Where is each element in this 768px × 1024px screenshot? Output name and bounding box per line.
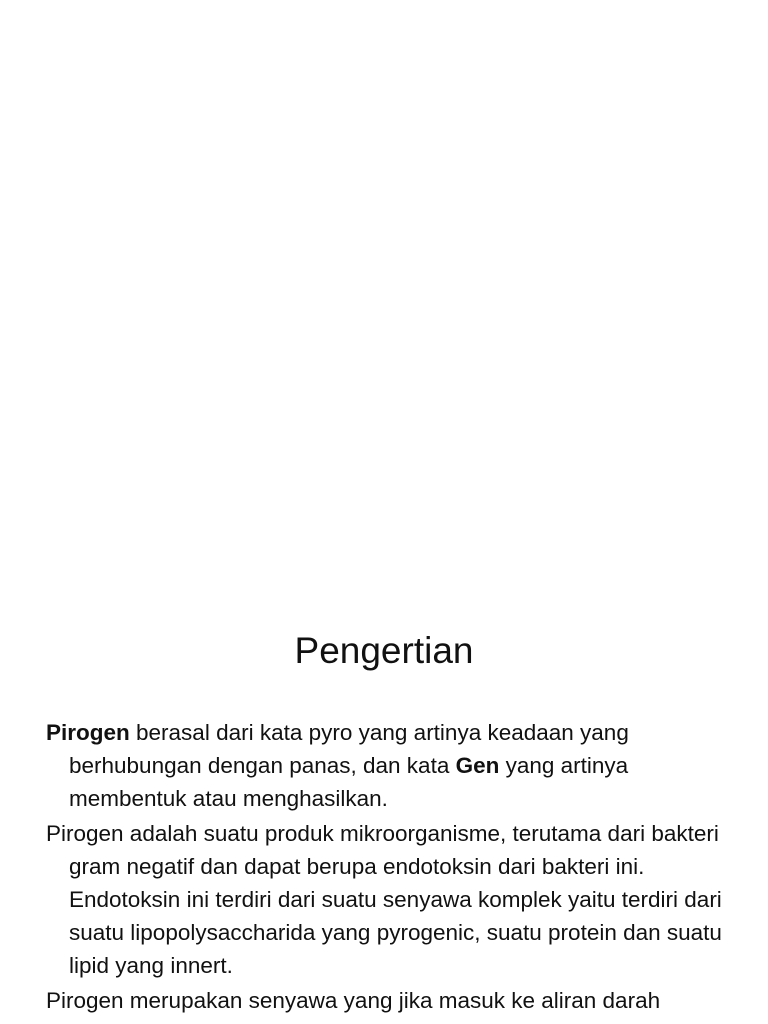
paragraph-definition-compound: Pirogen merupakan senyawa yang jika masuk ke aliran darah	[46, 988, 661, 1013]
term-pirogen: Pirogen	[46, 720, 130, 745]
slide-body	[46, 716, 736, 1017]
paragraph-text: yang artinya membentuk atau menghasilkan.	[69, 753, 629, 811]
term-gen: Gen	[455, 753, 500, 778]
paragraph-definition-origin	[46, 716, 736, 815]
paragraph-definition-product: Pirogen adalah suatu produk mikroorganisme, terutama dari bakteri gram negatif dan dapat berupa endotoksin dari bakteri ini. Endotoksin ini terdiri dari suatu senyawa komplek yaitu terdiri dari suatu lipopolysaccharida yang pyrogenic, suatu protein dan suatu lipid yang innert.	[46, 821, 722, 978]
slide-title: Pengertian	[294, 630, 474, 671]
paragraph-text: berasal dari kata pyro yang artinya keadaan yang berhubungan dengan panas, dan kata	[69, 720, 629, 778]
